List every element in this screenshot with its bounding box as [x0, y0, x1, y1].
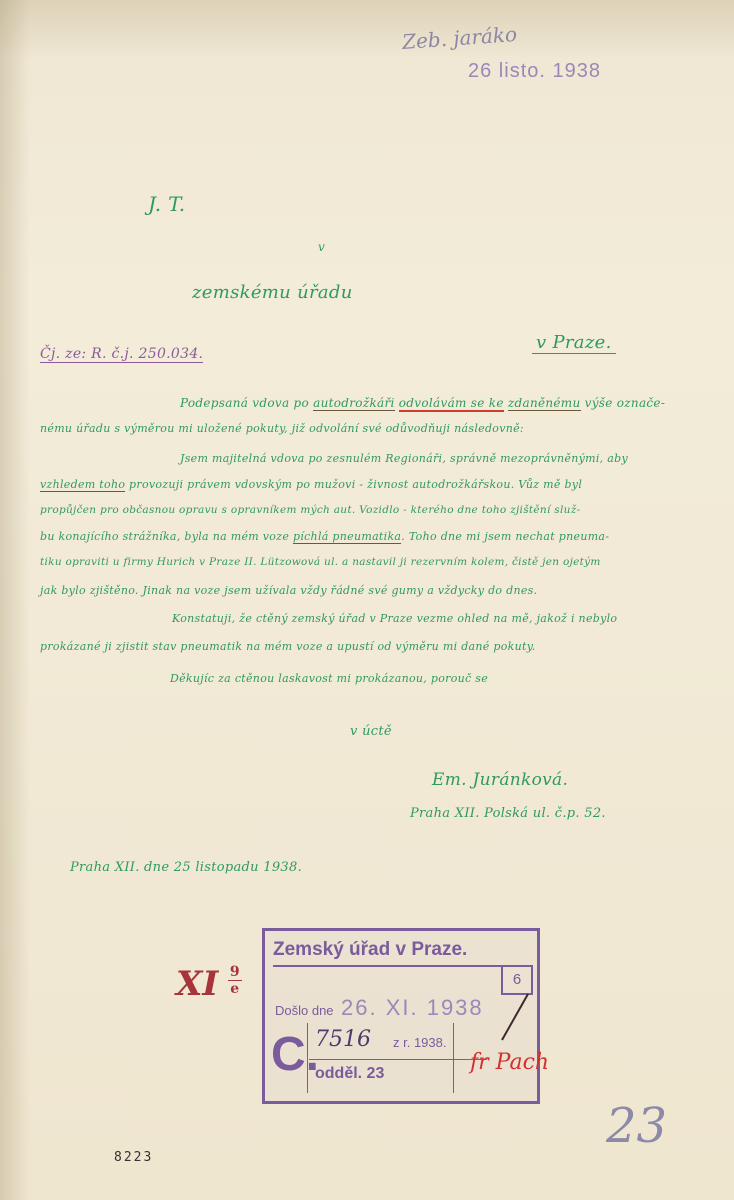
body-p3-line-1: Konstatuji, že ctěný zemský úřad v Praze vezme ohled na mě, jakož i nebylo	[172, 612, 618, 625]
stamp-divider	[309, 1059, 487, 1060]
check-mark-icon	[498, 988, 538, 1048]
stamp-title: Zemský úřad v Praze.	[273, 939, 529, 967]
stamp-number: 7516	[315, 1027, 371, 1052]
signature-address: Praha XII. Polská ul. č.p. 52.	[410, 806, 606, 821]
bottom-left-number: 8223	[114, 1150, 154, 1165]
stamp-received-label: Došlo dne	[275, 1003, 334, 1018]
stamp-department: odděl. 23	[315, 1065, 385, 1082]
closing: v úctě	[350, 724, 392, 739]
body-p2-line-4: bu konajícího strážníka, byla na mém voze píchlá pneumatika. Toho dne mi jsem nechat pneuma-	[40, 530, 610, 543]
stamp-letter: C.	[271, 1028, 319, 1081]
recipient-line-2: v Praze.	[532, 332, 616, 354]
recipient-line-1: zemskému úřadu	[192, 282, 353, 303]
body-p1-line-1: Podepsaná vdova po autodrožkáři odvolávám se ke zdaněnému výše označe-	[180, 396, 666, 410]
body-p2-line-1: Jsem majitelná vdova po zesnulém Regionáři, správně mezoprávněnými, aby	[180, 452, 628, 465]
body-p1-line-2: nému úřadu s výměrou mi uložené pokuty, již odvolání své odůvodňuji následovně:	[40, 422, 524, 435]
header-received-date: 26 listo. 1938	[468, 60, 601, 82]
stamp-year: z r. 1938.	[393, 1035, 447, 1050]
body-p2-line-6: jak bylo zjištěno. Jinak na voze jsem užívala vždy řádné své gumy a vždycky do dnes.	[40, 584, 538, 597]
stamp-received-date: 26. XI. 1938	[341, 995, 484, 1020]
place-date: Praha XII. dne 25 listopadu 1938.	[70, 860, 303, 875]
header-pencil-note: Zeb. jaráko	[401, 22, 518, 54]
body-p2-line-3: propůjčen pro občasnou opravu s opravníkem mých aut. Vozidlo - kterého dne toho zjištění služ-	[40, 504, 581, 516]
small-mark: v	[318, 240, 326, 254]
reference-number: Čj. ze: R. č.j. 250.034.	[40, 346, 204, 362]
body-p2-line-2: vzhledem toho provozuji právem vdovským po mužovi - živnost autodrožkářskou. Vůz mě byl	[40, 478, 583, 491]
margin-roman-mark: XI $\frac{9}{e}$	[176, 964, 240, 1004]
stamp-box-number: 6	[501, 965, 533, 995]
body-p3-line-2: prokázané ji zjistit stav pneumatik na mém voze a upustí od výměru mi dané pokuty.	[40, 640, 536, 653]
salutation: J. T.	[148, 192, 186, 216]
bottom-right-number: 23	[606, 1098, 668, 1154]
red-signature: fr Pach	[470, 1050, 550, 1075]
body-p4: Děkujíc za ctěnou laskavost mi prokázanou, porouč se	[170, 672, 489, 685]
body-p2-line-5: tiku opraviti u firmy Hurich v Praze II. Lützowová ul. a nastavil ji rezervním kolem, čistě jen ojetým	[40, 556, 601, 568]
signature-name: Em. Juránková.	[432, 770, 569, 790]
stamp-divider-vertical-2	[453, 1023, 454, 1093]
